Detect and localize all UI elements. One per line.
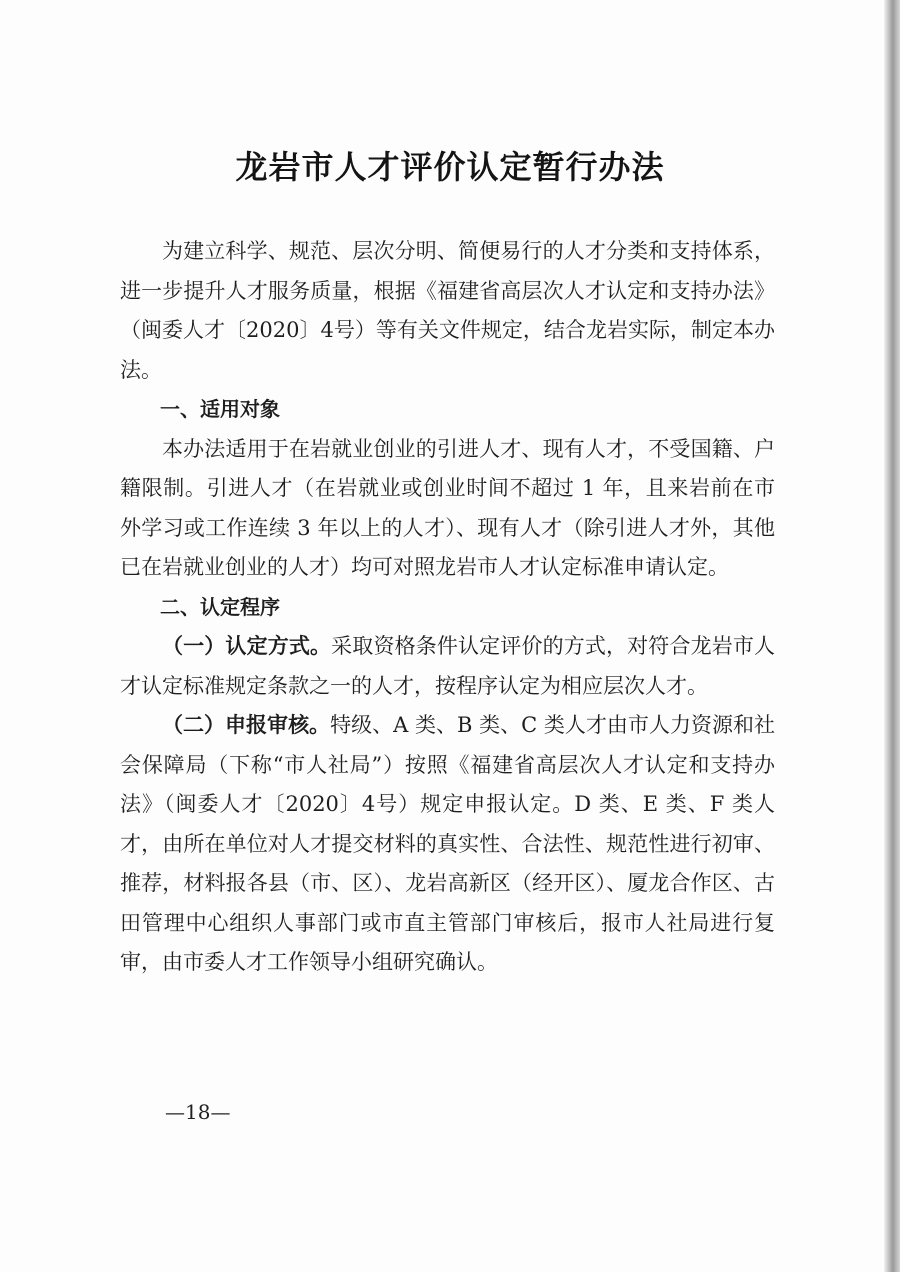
section-heading-applicable-objects: 一、适用对象 xyxy=(160,397,280,421)
item-review-lead: （二）申报审核。 xyxy=(162,713,331,737)
document-title: 龙岩市人才评价认定暂行办法 xyxy=(235,148,665,186)
document-body xyxy=(120,232,775,983)
item-method-text: 采取资格条件认定评价的方式，对符合龙岩市人才认定标准规定条款之一的人才，按程序认定为相应层次人才。 xyxy=(120,634,776,698)
scan-edge-shadow xyxy=(884,0,900,1272)
item-review-text: 特级、A 类、B 类、C 类人才由市人力资源和社会保障局（下称“市人社局”）按照《福建省高层次人才认定和支持办法》（闽委人才〔2020〕4号）规定申报认定。D 类、E 类、F 类人才，由所在单位对人才提交材料的真实性、合法性、规范性进行初审、推荐，材料报各县（市、区）、龙岩高新区（经开区）、厦龙合作区、古田管理中心组织人事部门或市直主管部门审核后，报市人社局进行复审，由市委人才工作领导小组研究确认。 xyxy=(120,713,775,974)
section-heading-procedure: 二、认定程序 xyxy=(160,594,280,619)
page-number: —18— xyxy=(165,1100,231,1124)
item-method-lead: （一）认定方式。 xyxy=(162,634,332,658)
procedure-item-review xyxy=(120,706,775,983)
procedure-item-method xyxy=(120,627,775,706)
applicable-objects-paragraph: 本办法适用于在岩就业创业的引进人才、现有人才，不受国籍、户籍限制。引进人才（在岩就业或创业时间不超过 1 年，且来岩前在市外学习或工作连续 3 年以上的人才）、现有人才（除引进人才外，其他已在岩就业创业的人才）均可对照龙岩市人才认定标准申请认定。 xyxy=(120,436,775,579)
intro-paragraph: 为建立科学、规范、层次分明、简便易行的人才分类和支持体系，进一步提升人才服务质量，根据《福建省高层次人才认定和支持办法》（闽委人才〔2020〕4号）等有关文件规定，结合龙岩实际，制定本办法。 xyxy=(120,239,775,382)
